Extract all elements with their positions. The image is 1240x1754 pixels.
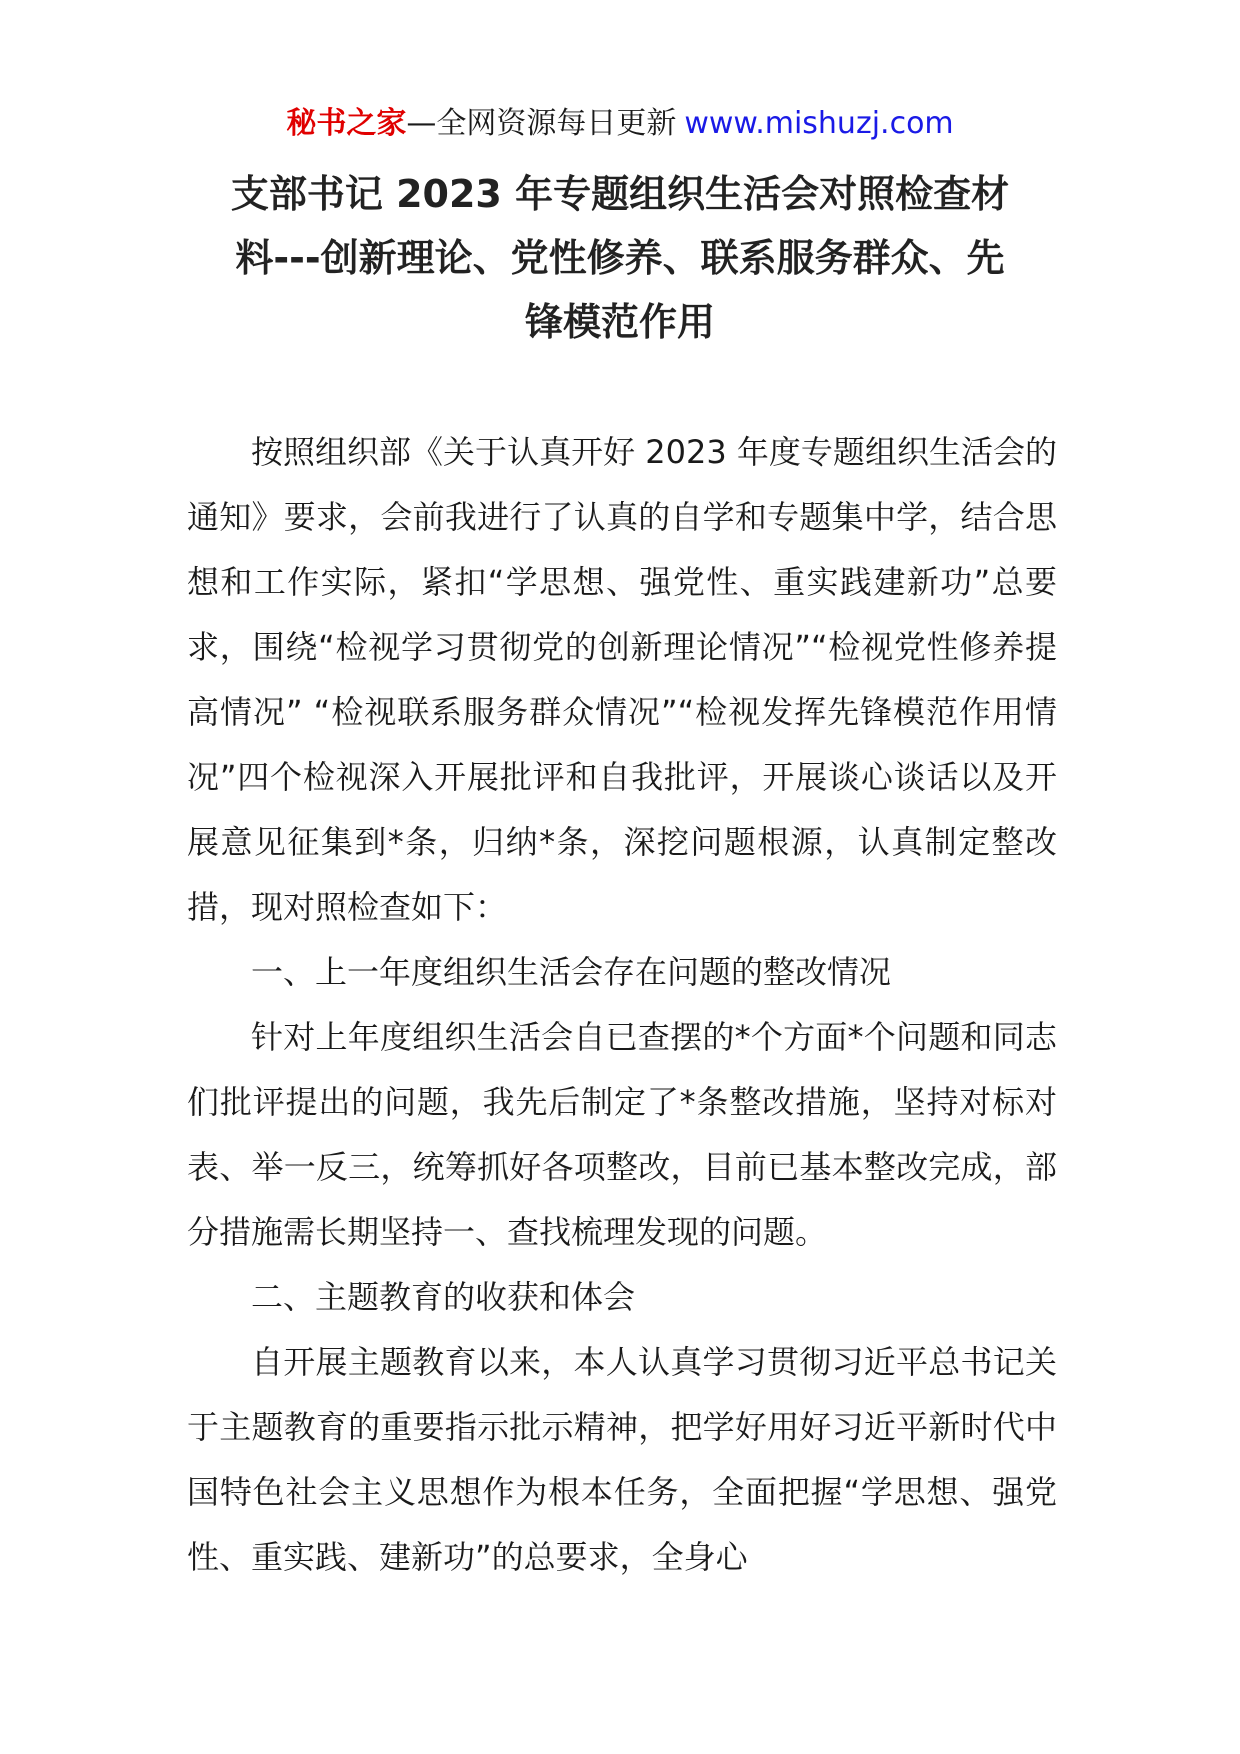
title-line-2: 料---创新理论、党性修养、联系服务群众、先 [235,236,1005,280]
title-line-1: 支部书记 2023 年专题组织生活会对照检查材 [230,172,1010,216]
title-line-3: 锋模范作用 [524,300,715,344]
website-link[interactable]: www.mishuzj.com [684,106,954,141]
section-2-paragraph: 自开展主题教育以来，本人认真学习贯彻习近平总书记关于主题教育的重要指示批示精神，把学好用好习近平新时代中国特色社会主义思想作为根本任务，全面把握“学思想、强党性、重实践、建新功”的总要求，全身心 [187,1343,1057,1576]
section-1-paragraph: 针对上年度组织生活会自已查摆的*个方面*个问题和同志们批评提出的问题，我先后制定了*条整改措施，坚持对标对表、举一反三，统筹抓好各项整改，目前已基本整改完成，部分措施需长期坚持一、查找梳理发现的问题。 [187,1018,1057,1251]
section-heading-2: 二、主题教育的收获和体会 [251,1278,636,1316]
intro-paragraph: 按照组织部《关于认真开好 2023 年度专题组织生活会的通知》要求，会前我进行了认真的自学和专题集中学，结合思想和工作实际，紧扣“学思想、强党性、重实践建新功”总要求，围绕“检视学习贯彻党的创新理论情况”“检视党性修养提高情况” “检视联系服务群众情况”“检视发挥先锋模范作用情况”四个检视深入开展批评和自我批评，开展谈心谈话以及开展意见征集到*条，归纳*条，深挖问题根源，认真制定整改措，现对照检查如下： [187,433,1057,926]
section-heading-1: 一、上一年度组织生活会存在问题的整改情况 [251,953,892,991]
document-body [187,420,1057,1590]
header-tagline: —全网资源每日更新 [406,106,677,141]
header-banner [0,100,1240,148]
document-title [160,162,1080,354]
brand-name: 秘书之家 [286,106,407,141]
